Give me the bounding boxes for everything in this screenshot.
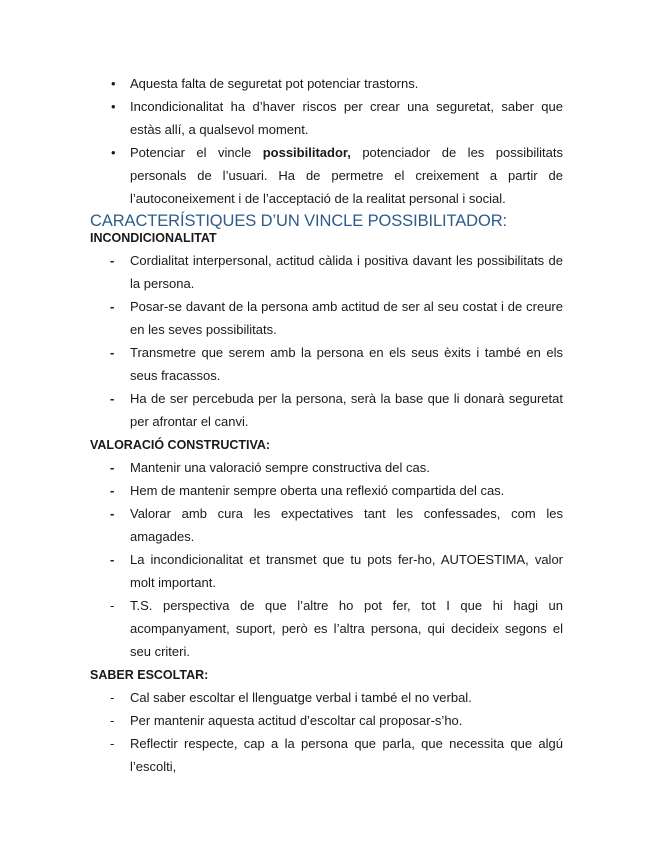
subheading-incondicionalitat: INCONDICIONALITAT bbox=[90, 231, 217, 245]
list-item-text-post: potenciador de les possibilitats personals de l’usuari. Ha de permetre el creixement a partir de l’autoconeixement i de l’acceptació de la realitat personal i social. bbox=[130, 145, 563, 206]
dash-marker: - bbox=[110, 690, 115, 705]
list-item-text-pre: Potenciar el vincle bbox=[130, 145, 263, 160]
dash-marker: - bbox=[110, 552, 115, 567]
dash-marker: - bbox=[110, 483, 115, 498]
dash-marker: - bbox=[110, 736, 115, 751]
list-item bbox=[90, 548, 563, 594]
list-item-text: La incondicionalitat et transmet que tu pots fer-ho, AUTOESTIMA, valor molt important. bbox=[130, 552, 563, 590]
dash-marker: - bbox=[110, 391, 115, 406]
incondicionalitat-list bbox=[90, 249, 563, 433]
list-item bbox=[90, 72, 563, 95]
dash-marker: - bbox=[110, 299, 115, 314]
list-item-text: Per mantenir aquesta actitud d’escoltar cal proposar-s’ho. bbox=[130, 713, 463, 728]
dash-marker: - bbox=[110, 713, 115, 728]
intro-bullet-list bbox=[90, 72, 563, 210]
list-item bbox=[90, 594, 563, 663]
list-item bbox=[90, 709, 563, 732]
dash-marker: - bbox=[110, 460, 115, 475]
list-item bbox=[90, 341, 563, 387]
list-item bbox=[90, 456, 563, 479]
list-item-text: Incondicionalitat ha d’haver riscos per crear una seguretat, saber que estàs allí, a qualsevol moment. bbox=[130, 99, 563, 137]
list-item bbox=[90, 141, 563, 210]
list-item-text: Hem de mantenir sempre oberta una reflexió compartida del cas. bbox=[130, 483, 505, 498]
list-item bbox=[90, 387, 563, 433]
list-item bbox=[90, 502, 563, 548]
list-item-text: Cal saber escoltar el llenguatge verbal i també el no verbal. bbox=[130, 690, 472, 705]
escoltar-list bbox=[90, 686, 563, 778]
list-item-text: Cordialitat interpersonal, actitud càlida i positiva davant les possibilitats de la persona. bbox=[130, 253, 563, 291]
dash-marker: - bbox=[110, 253, 115, 268]
list-item bbox=[90, 479, 563, 502]
list-item-text-bold: possibilitador, bbox=[262, 145, 351, 160]
subheading-valoracio: VALORACIÓ CONSTRUCTIVA: bbox=[90, 438, 271, 452]
valoracio-list bbox=[90, 456, 563, 663]
list-item-text: Transmetre que serem amb la persona en els seus èxits i també en els seus fracassos. bbox=[130, 345, 563, 383]
list-item-text: Ha de ser percebuda per la persona, serà la base que li donarà seguretat per afrontar el canvi. bbox=[130, 391, 563, 429]
list-item bbox=[90, 686, 563, 709]
document-body bbox=[90, 72, 563, 778]
list-item bbox=[90, 295, 563, 341]
list-item-text: Valorar amb cura les expectatives tant les confessades, com les amagades. bbox=[130, 506, 563, 544]
list-item bbox=[90, 249, 563, 295]
list-item bbox=[90, 95, 563, 141]
list-item-text: Mantenir una valoració sempre constructiva del cas. bbox=[130, 460, 430, 475]
list-item-text: T.S. perspectiva de que l’altre ho pot fer, tot I que hi hagi un acompanyament, suport, però es l’altra persona, qui decideix segons el seu criteri. bbox=[130, 598, 563, 659]
list-item bbox=[90, 732, 563, 778]
dash-marker: - bbox=[110, 506, 115, 521]
bullet-marker: • bbox=[111, 76, 116, 91]
section-heading: CARACTERÍSTIQUES D’UN VINCLE POSSIBILITADOR: bbox=[90, 212, 508, 230]
subheading-escoltar: SABER ESCOLTAR: bbox=[90, 668, 209, 682]
list-item-text: Aquesta falta de seguretat pot potenciar trastorns. bbox=[130, 76, 419, 91]
bullet-marker: • bbox=[111, 99, 116, 114]
dash-marker: - bbox=[110, 598, 115, 613]
dash-marker: - bbox=[110, 345, 115, 360]
bullet-marker: • bbox=[111, 145, 116, 160]
list-item-text: Reflectir respecte, cap a la persona que parla, que necessita que algú l’escolti, bbox=[130, 736, 563, 774]
list-item-text: Posar-se davant de la persona amb actitud de ser al seu costat i de creure en les seves possibilitats. bbox=[130, 299, 563, 337]
